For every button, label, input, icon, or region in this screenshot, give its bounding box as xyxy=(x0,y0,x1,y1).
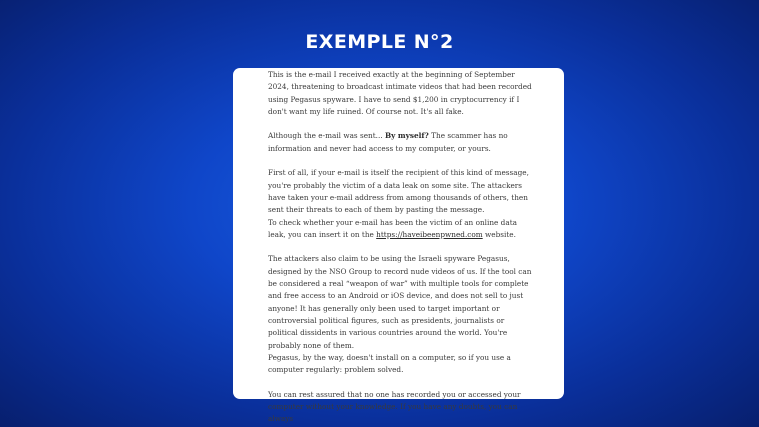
paragraph-text: The scammer has no information and never had access to my computer, or yours. xyxy=(268,131,508,153)
paragraph-check-leak xyxy=(268,217,534,242)
haveibeenpwned-link[interactable]: https://haveibeenpwned.com xyxy=(376,229,483,239)
paragraph-rest-assured: You can rest assured that no one has recorded you or accessed your computer without your knowledge. If you have any doubts, you can always xyxy=(268,389,521,424)
paragraph-data-leak: First of all, if your e-mail is itself the recipient of this kind of message, you're probably the victim of a data leak on some site. The attackers have taken your e-mail address from among thousands of others, then sent their threats to each of them by pasting the message. xyxy=(268,168,529,215)
email-text-card xyxy=(233,68,564,424)
paragraph-text: To check whether your e-mail has been the victim of an online data leak, you can insert it on the xyxy=(268,217,517,239)
paragraph-text: Although the e-mail was sent... xyxy=(268,131,385,141)
bold-question: By myself? xyxy=(384,131,429,141)
email-text-body xyxy=(233,68,564,426)
slide-title: EXEMPLE N°2 xyxy=(305,31,454,53)
paragraph-text: website. xyxy=(482,229,516,239)
paragraph-pegasus-spyware: The attackers also claim to be using the Israeli spyware Pegasus, designed by the NSO Group to record nude videos of us. If the tool can be considered a real “weapon of war” with multiple tools for complete and free access to an Android or iOS device, and does not sell to just anyone! It has generally only been used to target important or controversial political figures, such as presidents, journalists or political dissidents in various countries around the world. You're probably none of them. xyxy=(268,254,532,350)
paragraph-sent-by-myself xyxy=(268,130,534,155)
paragraph-email-received: This is the e-mail I received exactly at the beginning of September 2024, threatening to broadcast intimate videos that had been recorded using Pegasus spyware. I have to send $1,200 in cryptocurrency if I don't want my life ruined. Of course not. It's all fake. xyxy=(268,70,532,116)
paragraph-pegasus-computer: Pegasus, by the way, doesn't install on a computer, so if you use a computer regularly: problem solved. xyxy=(268,352,511,375)
